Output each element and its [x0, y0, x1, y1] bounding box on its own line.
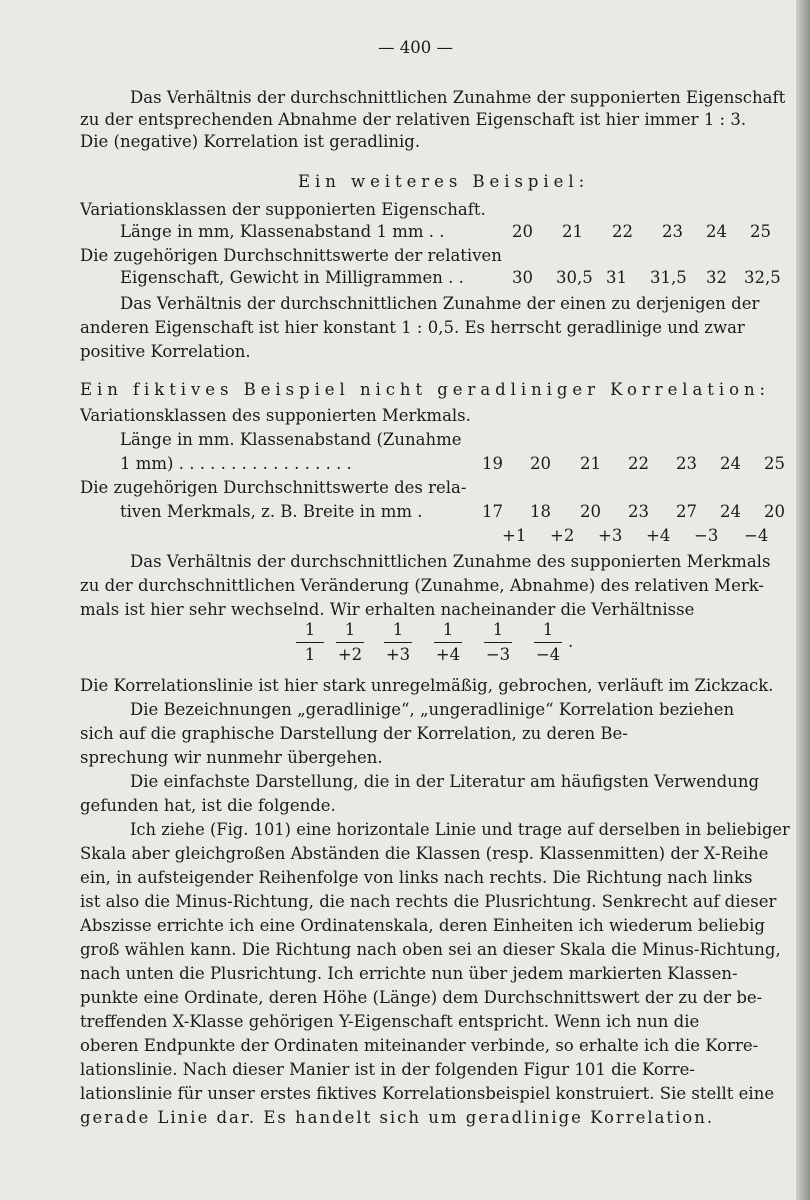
- table-cell: 20: [764, 502, 785, 521]
- fraction-bar: [336, 642, 364, 643]
- intro-line-3: Die (negative) Korrelation ist geradlinig.: [80, 132, 421, 151]
- example2-conclusion-2: anderen Eigenschaft ist hier konstant 1 : 0,5. Es herrscht geradlinige und zwar: [80, 318, 745, 337]
- table-cell: 20: [580, 502, 601, 521]
- table-cell: 31: [606, 268, 627, 287]
- table-cell: 21: [562, 222, 583, 241]
- table-cell: 24: [720, 454, 741, 473]
- body-line-1: Die Korrelationslinie ist hier stark unregelmäßig, gebrochen, verläuft im Zickzack.: [80, 676, 774, 695]
- table-cell: +1: [502, 526, 527, 545]
- fraction-period: .: [568, 632, 574, 651]
- example2-label-1: Variationsklassen der supponierten Eigenschaft.: [80, 200, 486, 219]
- example2-conclusion-3: positive Korrelation.: [80, 342, 251, 361]
- table-cell: 20: [530, 454, 551, 473]
- body-line-15: treffenden X-Klasse gehörigen Y-Eigenschaft entspricht. Wenn ich nun die: [80, 1012, 700, 1031]
- table-cell: 23: [676, 454, 697, 473]
- fraction-denominator: 1: [304, 645, 316, 664]
- fraction-numerator: 1: [304, 620, 316, 639]
- example3-diffs: [80, 526, 780, 548]
- table-cell: 22: [612, 222, 633, 241]
- example2-conclusion-1: Das Verhältnis der durchschnittlichen Zunahme der einen zu derjenigen der: [120, 294, 760, 313]
- table-cell: 32,5: [744, 268, 781, 287]
- body-line-19: gerade Linie dar. Es handelt sich um geradlinige Korrelation.: [80, 1108, 715, 1127]
- body-line-7: Ich ziehe (Fig. 101) eine horizontale Linie und trage auf derselben in beliebiger: [130, 820, 790, 839]
- table-cell: −3: [694, 526, 719, 545]
- fraction-numerator: 1: [442, 620, 454, 639]
- ratio-fraction: [478, 620, 518, 665]
- example3-label-2: Länge in mm. Klassenabstand (Zunahme: [120, 430, 462, 449]
- fraction-bar: [434, 642, 462, 643]
- table-cell: −4: [744, 526, 769, 545]
- table-cell: +3: [598, 526, 623, 545]
- ratio-fraction: [378, 620, 418, 665]
- table-cell: +2: [550, 526, 575, 545]
- table-cell: 31,5: [650, 268, 687, 287]
- body-line-11: Abszisse errichte ich eine Ordinatenskala, deren Einheiten ich wiederum beliebig: [80, 916, 765, 935]
- body-line-8: Skala aber gleichgroßen Abständen die Klassen (resp. Klassenmitten) der X-Reihe: [80, 844, 769, 863]
- example2-row2-label: Eigenschaft, Gewicht in Milligrammen . .: [120, 268, 464, 287]
- ratio-fraction: [428, 620, 468, 665]
- example3-row2-label: tiven Merkmals, z. B. Breite in mm .: [120, 502, 423, 521]
- example3-heading: Ein fiktives Beispiel nicht geradliniger Korrelation:: [80, 380, 771, 399]
- body-line-18: lationslinie für unser erstes fiktives Korrelationsbeispiel konstruiert. Sie stellt eine: [80, 1084, 775, 1103]
- table-cell: 27: [676, 502, 697, 521]
- body-line-4: sprechung wir nunmehr übergehen.: [80, 748, 383, 767]
- ratio-fraction: [528, 620, 568, 665]
- ratio-fraction: [290, 620, 330, 665]
- fraction-denominator: +4: [435, 645, 461, 664]
- page-number: — 400 —: [378, 38, 453, 57]
- fraction-bar: [484, 642, 512, 643]
- table-cell: 21: [580, 454, 601, 473]
- table-cell: 23: [628, 502, 649, 521]
- example3-label-3: Die zugehörigen Durchschnittswerte des rela-: [80, 478, 467, 497]
- table-cell: 17: [482, 502, 503, 521]
- fraction-numerator: 1: [392, 620, 404, 639]
- body-line-17: lationslinie. Nach dieser Manier ist in der folgenden Figur 101 die Korre-: [80, 1060, 695, 1079]
- table-cell: 25: [750, 222, 771, 241]
- table-cell: 32: [706, 268, 727, 287]
- table-cell: 30: [512, 268, 533, 287]
- table-cell: 23: [662, 222, 683, 241]
- fraction-numerator: 1: [344, 620, 356, 639]
- intro-line-1: Das Verhältnis der durchschnittlichen Zunahme der supponierten Eigenschaft: [130, 88, 786, 107]
- table-cell: 20: [512, 222, 533, 241]
- body-line-5: Die einfachste Darstellung, die in der Literatur am häufigsten Verwendung: [130, 772, 760, 791]
- table-cell: 19: [482, 454, 503, 473]
- ratio-fraction: [330, 620, 370, 665]
- example3-conclusion-1: Das Verhältnis der durchschnittlichen Zunahme des supponierten Merkmals: [130, 552, 771, 571]
- example3-row1-label: 1 mm) . . . . . . . . . . . . . . . . .: [120, 454, 352, 473]
- fraction-numerator: 1: [492, 620, 504, 639]
- table-cell: +4: [646, 526, 671, 545]
- example3-label-1: Variationsklassen des supponierten Merkmals.: [80, 406, 471, 425]
- example2-label-2: Die zugehörigen Durchschnittswerte der relativen: [80, 246, 502, 265]
- body-line-6: gefunden hat, ist die folgende.: [80, 796, 336, 815]
- fraction-denominator: +3: [385, 645, 411, 664]
- body-line-2: Die Bezeichnungen „geradlinige“, „ungeradlinige“ Korrelation beziehen: [130, 700, 735, 719]
- example2-row-1: [80, 222, 780, 244]
- body-line-14: punkte eine Ordinate, deren Höhe (Länge) dem Durchschnittswert der zu der be-: [80, 988, 763, 1007]
- fraction-bar: [384, 642, 412, 643]
- table-cell: 22: [628, 454, 649, 473]
- body-line-3: sich auf die graphische Darstellung der Korrelation, zu deren Be-: [80, 724, 628, 743]
- table-cell: 24: [720, 502, 741, 521]
- fraction-numerator: 1: [542, 620, 554, 639]
- page-edge-shadow: [796, 0, 810, 1200]
- body-line-13: nach unten die Plusrichtung. Ich errichte nun über jedem markierten Klassen-: [80, 964, 738, 983]
- fraction-denominator: −3: [485, 645, 511, 664]
- example2-heading: Ein weiteres Beispiel:: [298, 172, 590, 191]
- example3-conclusion-3: mals ist hier sehr wechselnd. Wir erhalten nacheinander die Verhältnisse: [80, 600, 695, 619]
- fraction-denominator: +2: [337, 645, 363, 664]
- body-line-16: oberen Endpunkte der Ordinaten miteinander verbinde, so erhalte ich die Korre-: [80, 1036, 759, 1055]
- table-cell: 24: [706, 222, 727, 241]
- example2-row1-label: Länge in mm, Klassenabstand 1 mm . .: [120, 222, 445, 241]
- body-line-10: ist also die Minus-Richtung, die nach rechts die Plusrichtung. Senkrecht auf dieser: [80, 892, 777, 911]
- body-line-9: ein, in aufsteigender Reihenfolge von links nach rechts. Die Richtung nach links: [80, 868, 753, 887]
- example3-row-1: [80, 454, 785, 476]
- fraction-denominator: −4: [535, 645, 561, 664]
- example3-conclusion-2: zu der durchschnittlichen Veränderung (Zunahme, Abnahme) des relativen Merk-: [80, 576, 765, 595]
- fraction-bar: [534, 642, 562, 643]
- table-cell: 30,5: [556, 268, 593, 287]
- example2-row-2: [80, 268, 780, 290]
- intro-line-2: zu der entsprechenden Abnahme der relativen Eigenschaft ist hier immer 1 : 3.: [80, 110, 747, 129]
- table-cell: 25: [764, 454, 785, 473]
- body-line-12: groß wählen kann. Die Richtung nach oben sei an dieser Skala die Minus-Richtung,: [80, 940, 781, 959]
- fraction-bar: [296, 642, 324, 643]
- example3-row-2: [80, 502, 785, 524]
- table-cell: 18: [530, 502, 551, 521]
